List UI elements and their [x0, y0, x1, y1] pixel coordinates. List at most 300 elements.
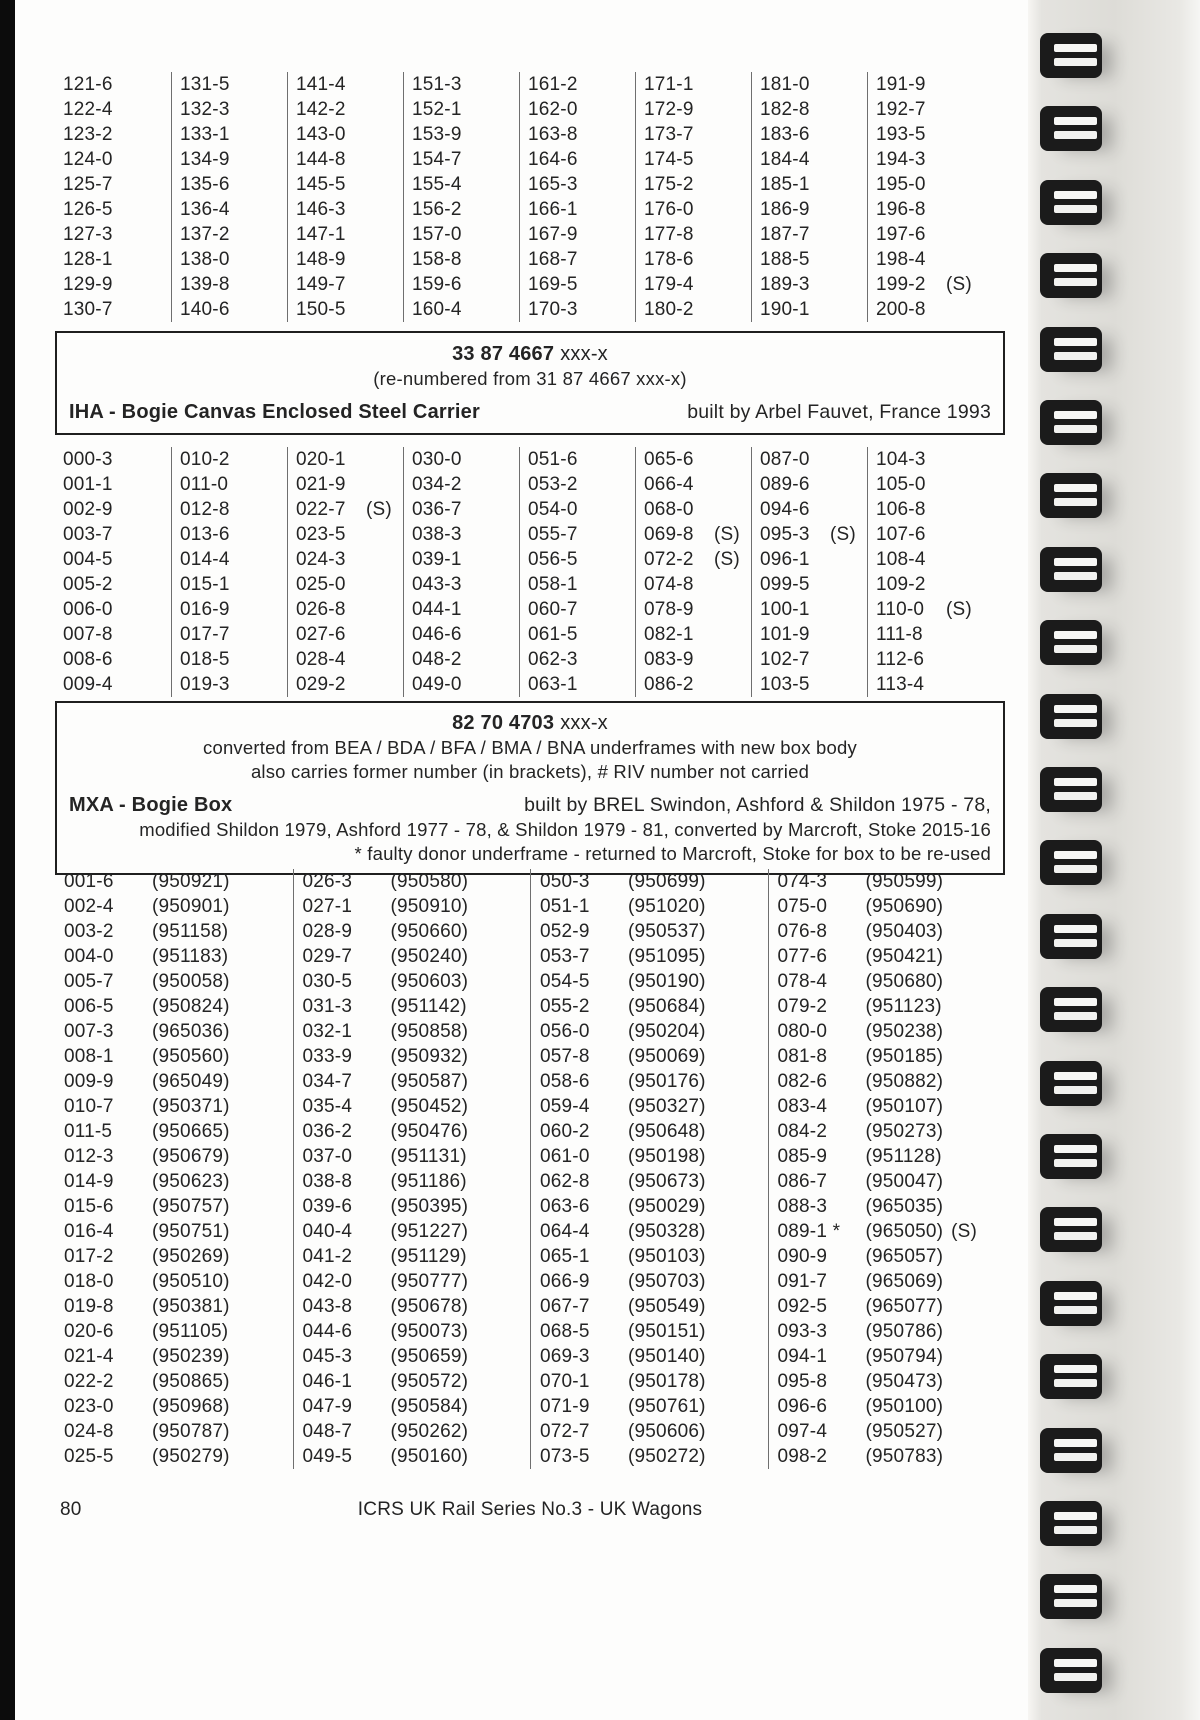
former-number: (950603)	[390, 971, 469, 992]
number-text: 014-4	[180, 549, 230, 570]
number-text: 062-8	[540, 1171, 590, 1192]
number-text: 023-0	[64, 1396, 114, 1417]
number-text: 133-1	[180, 124, 230, 145]
wagon-number-row	[540, 1144, 768, 1169]
number-text: 101-9	[760, 624, 810, 645]
former-number: (950279)	[152, 1446, 230, 1467]
wagon-number	[63, 572, 171, 597]
number-text: 038-8	[302, 1171, 353, 1192]
former-number: (950761)	[628, 1396, 706, 1417]
number-text: 063-6	[540, 1196, 590, 1217]
wagon-number	[760, 672, 867, 697]
wagon-number-row	[64, 1019, 293, 1044]
former-number: (950328)	[628, 1221, 706, 1242]
number-text: 128-1	[63, 249, 113, 270]
page-footer	[55, 1497, 1005, 1523]
number-text: 007-3	[64, 1021, 114, 1042]
wagon-number	[296, 547, 403, 572]
binding-clip	[1040, 1061, 1102, 1106]
wagon-number	[876, 572, 983, 597]
number-text: 060-2	[540, 1121, 590, 1142]
wagon-number-row	[64, 1269, 293, 1294]
former-number: (965077)	[865, 1296, 944, 1317]
wagon-number-row	[64, 919, 293, 944]
wagon-number	[644, 172, 751, 197]
former-number: (951186)	[390, 1171, 467, 1192]
wagon-number	[528, 647, 635, 672]
wagon-number-row	[64, 1094, 293, 1119]
former-number: (950673)	[628, 1171, 706, 1192]
wagon-number	[644, 197, 751, 222]
binding-clip	[1040, 767, 1102, 812]
former-number: (950549)	[628, 1296, 706, 1317]
stored-marker: (S)	[830, 524, 856, 545]
number-text: 050-3	[540, 871, 590, 892]
former-number: (950684)	[628, 996, 706, 1017]
wagon-number-row	[303, 1169, 531, 1194]
former-number: (950703)	[628, 1271, 706, 1292]
wagon-number	[296, 122, 403, 147]
former-number: (950421)	[865, 946, 944, 967]
number-text: 174-5	[644, 149, 694, 170]
number-text: 017-7	[180, 624, 230, 645]
number-text: 007-8	[63, 624, 113, 645]
wagon-number-row	[64, 1219, 293, 1244]
former-number: (950623)	[152, 1171, 230, 1192]
number-text: 135-6	[180, 174, 230, 195]
wagon-number	[876, 647, 983, 672]
wagon-number	[296, 447, 403, 472]
number-text: 023-5	[296, 524, 346, 545]
former-number: (950968)	[152, 1396, 230, 1417]
number-text: 002-4	[64, 896, 114, 917]
number-text: 037-0	[302, 1146, 353, 1167]
number-text: 075-0	[777, 896, 828, 917]
wagon-number-row	[303, 1394, 531, 1419]
wagon-number-row	[303, 1119, 531, 1144]
number-text: 129-9	[63, 274, 113, 295]
number-text: 081-8	[777, 1046, 828, 1067]
wagon-number	[296, 147, 403, 172]
number-text: 094-6	[760, 499, 810, 520]
wagon-number	[528, 172, 635, 197]
former-number: (950786)	[865, 1321, 944, 1342]
number-text: 186-9	[760, 199, 810, 220]
number-text: 131-5	[180, 74, 230, 95]
number-text: 040-4	[302, 1221, 353, 1242]
wagon-number	[63, 447, 171, 472]
number-text: 086-7	[777, 1171, 828, 1192]
number-text: 157-0	[412, 224, 462, 245]
number-text: 047-9	[302, 1396, 353, 1417]
number-text: 109-2	[876, 574, 926, 595]
page-edge-shadow	[0, 0, 15, 1720]
wagon-number	[296, 272, 403, 297]
wagon-number	[528, 597, 635, 622]
number-text: 096-1	[760, 549, 810, 570]
former-number: (950599)	[865, 871, 944, 892]
wagon-number	[180, 297, 287, 322]
wagon-number	[412, 247, 519, 272]
former-number: (950910)	[390, 896, 469, 917]
wagon-number-row	[303, 1269, 531, 1294]
number-text: 020-1	[296, 449, 346, 470]
number-text: 006-0	[63, 599, 113, 620]
binding-clip	[1040, 620, 1102, 665]
iha-number-title	[69, 342, 991, 367]
mxa-note-1: converted from BEA / BDA / BFA / BMA / BNA underframes with new box body	[203, 737, 857, 758]
former-number: (950794)	[865, 1346, 944, 1367]
wagon-number-row	[64, 869, 293, 894]
wagon-number	[412, 597, 519, 622]
former-number: (950327)	[628, 1096, 706, 1117]
wagon-number-row	[303, 1344, 531, 1369]
former-number: (951128)	[865, 1146, 942, 1167]
wagon-number	[876, 497, 983, 522]
number-text: 183-6	[760, 124, 810, 145]
number-text: 055-7	[528, 524, 578, 545]
binding-clip	[1040, 180, 1102, 225]
number-text: 148-9	[296, 249, 346, 270]
number-text: 009-9	[64, 1071, 114, 1092]
wagon-number-row	[778, 1044, 1006, 1069]
number-text: 026-8	[296, 599, 346, 620]
mxa-number: 82 70 4703	[452, 712, 555, 734]
wagon-number	[63, 622, 171, 647]
wagon-number	[63, 597, 171, 622]
wagon-number-row	[540, 1269, 768, 1294]
wagon-number-row	[303, 1319, 531, 1344]
number-text: 053-7	[540, 946, 590, 967]
number-text: 156-2	[412, 199, 462, 220]
wagon-number-row	[64, 1169, 293, 1194]
wagon-number	[760, 247, 867, 272]
number-text: 095-3	[760, 524, 810, 545]
former-number: (951142)	[390, 996, 467, 1017]
number-text: 080-0	[777, 1021, 828, 1042]
wagon-number	[296, 222, 403, 247]
number-text: 012-8	[180, 499, 230, 520]
wagon-number-row	[303, 969, 531, 994]
number-column	[635, 447, 751, 697]
wagon-number	[644, 597, 751, 622]
mxa-class-line	[69, 793, 991, 818]
number-text: 063-1	[528, 674, 578, 695]
wagon-number	[412, 297, 519, 322]
number-text: 022-2	[64, 1371, 114, 1392]
wagon-number	[876, 447, 983, 472]
wagon-number	[412, 447, 519, 472]
number-text: 137-2	[180, 224, 230, 245]
wagon-number	[644, 147, 751, 172]
number-text: 103-5	[760, 674, 810, 695]
wagon-number	[876, 172, 983, 197]
number-text: 105-0	[876, 474, 926, 495]
number-text: 162-0	[528, 99, 578, 120]
number-text: 026-3	[302, 871, 353, 892]
former-number: (950699)	[628, 871, 706, 892]
mxa-class-box	[55, 701, 1005, 875]
number-text: 028-9	[302, 921, 353, 942]
number-text: 008-1	[64, 1046, 114, 1067]
number-text: 016-4	[64, 1221, 114, 1242]
wagon-number-row	[303, 1294, 531, 1319]
wagon-number	[296, 172, 403, 197]
number-text: 012-3	[64, 1146, 114, 1167]
wagon-number	[180, 647, 287, 672]
number-text: 058-1	[528, 574, 578, 595]
wagon-number	[644, 222, 751, 247]
binding-clip	[1040, 547, 1102, 592]
wagon-number-row	[778, 1119, 1006, 1144]
former-number: (950190)	[628, 971, 706, 992]
number-text: 041-2	[302, 1246, 353, 1267]
number-text: 003-7	[63, 524, 113, 545]
wagon-number-row	[778, 1019, 1006, 1044]
wagon-number-row	[64, 1244, 293, 1269]
wagon-number	[876, 297, 983, 322]
spiral-binding	[1028, 0, 1200, 1720]
number-text: 113-4	[876, 674, 925, 695]
binding-clip	[1040, 327, 1102, 372]
number-text: 038-3	[412, 524, 462, 545]
number-text: 032-1	[302, 1021, 353, 1042]
wagon-number	[760, 572, 867, 597]
wagon-number	[760, 172, 867, 197]
wagon-number-row	[64, 1069, 293, 1094]
wagon-number-row	[540, 1094, 768, 1119]
number-column	[55, 72, 171, 322]
number-text: 066-9	[540, 1271, 590, 1292]
wagon-number	[760, 472, 867, 497]
number-text: 095-8	[777, 1371, 828, 1392]
wagon-number-row	[778, 944, 1006, 969]
former-number: (950262)	[390, 1421, 469, 1442]
binding-clip	[1040, 253, 1102, 298]
number-text: 177-8	[644, 224, 694, 245]
number-text: 187-7	[760, 224, 810, 245]
number-column	[519, 72, 635, 322]
number-text: 143-0	[296, 124, 346, 145]
wagon-number	[412, 547, 519, 572]
number-text: 167-9	[528, 224, 578, 245]
number-text: 179-4	[644, 274, 694, 295]
wagon-number-row	[778, 1319, 1006, 1344]
former-number: (965069)	[865, 1271, 944, 1292]
wagon-number-row	[64, 894, 293, 919]
wagon-number-row	[540, 1444, 768, 1469]
number-column	[751, 447, 867, 697]
wagon-number-row	[64, 1194, 293, 1219]
iha-class-box	[55, 331, 1005, 435]
binding-clip	[1040, 473, 1102, 518]
wagon-number	[63, 297, 171, 322]
number-text: 140-6	[180, 299, 230, 320]
binding-clip	[1040, 840, 1102, 885]
number-text: 149-7	[296, 274, 346, 295]
former-number: (950176)	[628, 1071, 706, 1092]
stored-marker: (S)	[714, 549, 740, 570]
number-text: 121-6	[63, 74, 113, 95]
wagon-number	[876, 247, 983, 272]
number-text: 008-6	[63, 649, 113, 670]
number-text: 001-1	[63, 474, 113, 495]
wagon-number	[760, 622, 867, 647]
wagon-number	[644, 272, 751, 297]
mxa-built-by-2: modified Shildon 1979, Ashford 1977 - 78, & Shildon 1979 - 81, converted by Marcroft, Stoke 2015-16	[139, 819, 991, 840]
number-text: 112-6	[876, 649, 925, 670]
former-number: (950580)	[390, 871, 469, 892]
former-number: (950510)	[152, 1271, 230, 1292]
former-number: (950100)	[865, 1396, 944, 1417]
number-text: 049-0	[412, 674, 462, 695]
number-text: 144-8	[296, 149, 346, 170]
wagon-number-row	[540, 894, 768, 919]
wagon-number-row	[303, 1194, 531, 1219]
wagon-number	[412, 272, 519, 297]
number-text: 018-5	[180, 649, 230, 670]
number-text: 022-7	[296, 499, 346, 520]
wagon-number	[63, 247, 171, 272]
number-text: 056-5	[528, 549, 578, 570]
wagon-number	[528, 522, 635, 547]
wagon-number	[296, 72, 403, 97]
former-number: (950107)	[865, 1096, 944, 1117]
number-text: 002-9	[63, 499, 113, 520]
former-number: (950103)	[628, 1246, 706, 1267]
wagon-number-row	[64, 1344, 293, 1369]
number-text: 084-2	[777, 1121, 828, 1142]
wagon-number	[296, 647, 403, 672]
former-number: (965035)	[865, 1196, 944, 1217]
number-column	[171, 447, 287, 697]
page-number: 80	[60, 1499, 82, 1520]
wagon-number	[180, 172, 287, 197]
number-text: 030-5	[302, 971, 353, 992]
wagon-number	[412, 672, 519, 697]
wagon-number	[180, 597, 287, 622]
wagon-number	[412, 147, 519, 172]
former-number: (950659)	[390, 1346, 469, 1367]
number-text: 077-6	[777, 946, 828, 967]
mxa-footnote: * faulty donor underframe - returned to Marcroft, Stoke for box to be re-used	[354, 842, 991, 864]
former-number: (950584)	[390, 1396, 469, 1417]
wagon-number	[528, 72, 635, 97]
binding-clip	[1040, 106, 1102, 151]
number-text: 005-2	[63, 574, 113, 595]
number-column	[403, 447, 519, 697]
wagon-number	[876, 597, 983, 622]
number-text: 044-1	[412, 599, 462, 620]
wagon-number	[412, 72, 519, 97]
wagon-number	[644, 297, 751, 322]
wagon-number	[63, 522, 171, 547]
number-text: 155-4	[412, 174, 462, 195]
former-number: (950058)	[152, 971, 230, 992]
number-text: 052-9	[540, 921, 590, 942]
wagon-number	[760, 547, 867, 572]
former-number: (950751)	[152, 1221, 230, 1242]
former-number: (950178)	[628, 1371, 706, 1392]
former-number: (951158)	[152, 921, 229, 942]
wagon-number	[180, 522, 287, 547]
wagon-number-row	[540, 1294, 768, 1319]
number-column	[768, 869, 1006, 1469]
number-text: 164-6	[528, 149, 578, 170]
former-number: (951095)	[628, 946, 706, 967]
former-number: (950273)	[865, 1121, 944, 1142]
binding-clip	[1040, 987, 1102, 1032]
number-text: 024-8	[64, 1421, 114, 1442]
wagon-number	[180, 547, 287, 572]
wagon-number	[644, 97, 751, 122]
wagon-number	[528, 97, 635, 122]
number-text: 188-5	[760, 249, 810, 270]
number-text: 018-0	[64, 1271, 114, 1292]
wagon-number-row	[64, 994, 293, 1019]
mxa-class-title: MXA - Bogie Box	[69, 794, 233, 816]
number-text: 025-0	[296, 574, 346, 595]
number-text: 189-3	[760, 274, 810, 295]
wagon-number	[876, 522, 983, 547]
wagon-number	[876, 547, 983, 572]
wagon-number	[180, 122, 287, 147]
wagon-number-row	[303, 994, 531, 1019]
former-number: (950787)	[152, 1421, 230, 1442]
number-text: 087-0	[760, 449, 810, 470]
number-text: 072-2	[644, 549, 694, 570]
number-text: 028-4	[296, 649, 346, 670]
number-text: 027-6	[296, 624, 346, 645]
number-text: 059-4	[540, 1096, 590, 1117]
wagon-number	[760, 147, 867, 172]
wagon-number	[180, 497, 287, 522]
number-column	[55, 447, 171, 697]
number-text: 083-9	[644, 649, 694, 670]
wagon-number	[876, 197, 983, 222]
binding-clip	[1040, 400, 1102, 445]
wagon-number	[63, 497, 171, 522]
wagon-number	[412, 172, 519, 197]
wagon-number	[180, 572, 287, 597]
number-text: 152-1	[412, 99, 462, 120]
number-text: 069-8	[644, 524, 694, 545]
wagon-number	[63, 272, 171, 297]
number-text: 051-6	[528, 449, 578, 470]
number-text: 019-3	[180, 674, 230, 695]
former-number: (950606)	[628, 1421, 706, 1442]
number-text: 124-0	[63, 149, 113, 170]
number-text: 015-1	[180, 574, 230, 595]
wagon-number	[760, 522, 867, 547]
wagon-number	[63, 197, 171, 222]
wagon-number-row	[64, 969, 293, 994]
wagon-number-row	[64, 944, 293, 969]
wagon-number	[412, 647, 519, 672]
number-text: 045-3	[302, 1346, 353, 1367]
wagon-number	[412, 622, 519, 647]
wagon-number	[876, 272, 983, 297]
wagon-number-row	[540, 1194, 768, 1219]
former-number: (951183)	[152, 946, 229, 967]
number-text: 086-2	[644, 674, 694, 695]
number-text: 004-0	[64, 946, 114, 967]
wagon-number	[63, 672, 171, 697]
former-number: (950269)	[152, 1246, 230, 1267]
wagon-number	[760, 497, 867, 522]
number-column	[403, 72, 519, 322]
number-text: 061-0	[540, 1146, 590, 1167]
